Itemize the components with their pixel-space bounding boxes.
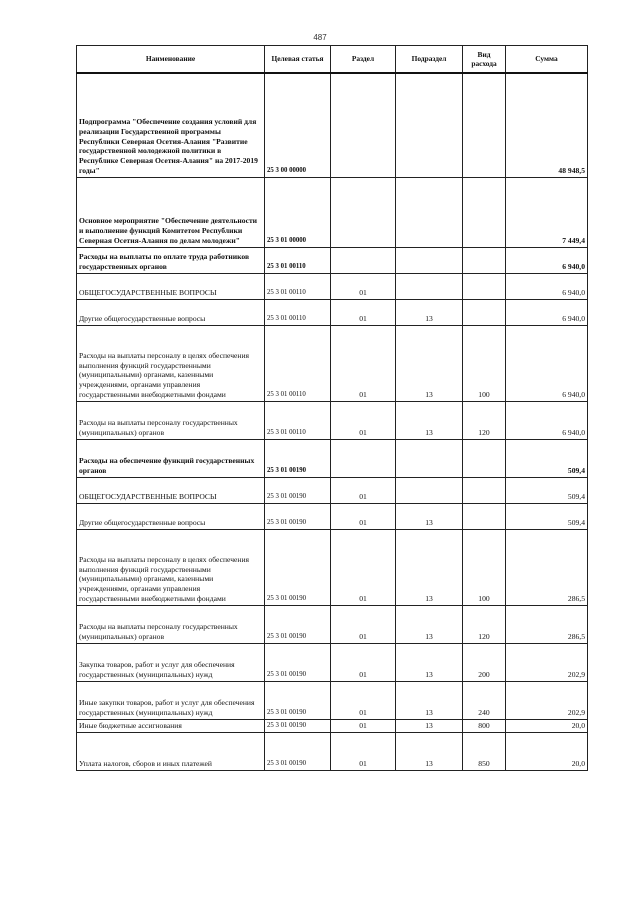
cell-section [331, 73, 396, 177]
cell-amount: 20,0 [506, 719, 588, 732]
table-body [77, 73, 588, 770]
cell-article: 25 3 01 00190 [265, 605, 331, 643]
cell-type: 240 [463, 681, 506, 719]
cell-article: 25 3 01 00110 [265, 325, 331, 401]
cell-subsection: 13 [396, 503, 463, 529]
cell-section: 01 [331, 732, 396, 770]
table-row [77, 605, 588, 643]
cell-amount: 509,4 [506, 503, 588, 529]
cell-article: 25 3 01 00110 [265, 247, 331, 273]
cell-article: 25 3 01 00110 [265, 299, 331, 325]
cell-section: 01 [331, 325, 396, 401]
cell-subsection [396, 477, 463, 503]
cell-subsection: 13 [396, 325, 463, 401]
table-row [77, 681, 588, 719]
cell-name: Расходы на выплаты по оплате труда работников государственных органов [77, 247, 265, 273]
header-article: Целевая статья [265, 46, 331, 74]
header-amount: Сумма [506, 46, 588, 74]
table-row [77, 643, 588, 681]
cell-type [463, 477, 506, 503]
cell-section: 01 [331, 529, 396, 605]
cell-name: Другие общегосударственные вопросы [77, 299, 265, 325]
table-row [77, 73, 588, 177]
cell-subsection: 13 [396, 401, 463, 439]
cell-type [463, 247, 506, 273]
cell-type: 100 [463, 325, 506, 401]
cell-article: 25 3 01 00190 [265, 439, 331, 477]
cell-article: 25 3 01 00190 [265, 477, 331, 503]
cell-name: Расходы на выплаты персоналу государственных (муниципальных) органов [77, 401, 265, 439]
cell-article: 25 3 01 00000 [265, 177, 331, 247]
cell-name: Закупка товаров, работ и услуг для обеспечения государственных (муниципальных) нужд [77, 643, 265, 681]
table-row [77, 325, 588, 401]
cell-type: 850 [463, 732, 506, 770]
cell-amount: 6 940,0 [506, 273, 588, 299]
cell-subsection [396, 177, 463, 247]
cell-article: 25 3 01 00190 [265, 719, 331, 732]
cell-section [331, 247, 396, 273]
cell-name: ОБЩЕГОСУДАРСТВЕННЫЕ ВОПРОСЫ [77, 273, 265, 299]
cell-subsection: 13 [396, 732, 463, 770]
cell-amount: 509,4 [506, 439, 588, 477]
cell-type [463, 177, 506, 247]
cell-name: Иные бюджетные ассигнования [77, 719, 265, 732]
cell-article: 25 3 01 00190 [265, 643, 331, 681]
table-row [77, 299, 588, 325]
table-row [77, 247, 588, 273]
cell-name: Расходы на выплаты персоналу в целях обеспечения выполнения функций государственными (муниципальными) органами, казенными учреждениями, органами управления государственными внебюджетными фондами [77, 529, 265, 605]
header-type: Вид расхода [463, 46, 506, 74]
cell-name: Основное мероприятие "Обеспечение деятельности и выполнение функций Комитетом Республики Северная Осетия-Алания по делам молодежи" [77, 177, 265, 247]
cell-amount: 6 940,0 [506, 299, 588, 325]
cell-amount: 6 940,0 [506, 401, 588, 439]
cell-amount: 509,4 [506, 477, 588, 503]
cell-type: 800 [463, 719, 506, 732]
cell-amount: 20,0 [506, 732, 588, 770]
table-row [77, 401, 588, 439]
cell-type: 120 [463, 605, 506, 643]
cell-section: 01 [331, 719, 396, 732]
cell-amount: 202,9 [506, 681, 588, 719]
cell-type [463, 73, 506, 177]
cell-subsection [396, 439, 463, 477]
cell-article: 25 3 01 00190 [265, 681, 331, 719]
table-row [77, 719, 588, 732]
cell-subsection [396, 273, 463, 299]
header-name: Наименование [77, 46, 265, 74]
cell-name: Другие общегосударственные вопросы [77, 503, 265, 529]
cell-type: 200 [463, 643, 506, 681]
table-row [77, 177, 588, 247]
cell-amount: 6 940,0 [506, 247, 588, 273]
cell-name: Расходы на выплаты персоналу государственных (муниципальных) органов [77, 605, 265, 643]
cell-section [331, 177, 396, 247]
cell-article: 25 3 00 00000 [265, 73, 331, 177]
cell-section: 01 [331, 605, 396, 643]
cell-section: 01 [331, 643, 396, 681]
cell-section: 01 [331, 503, 396, 529]
cell-name: ОБЩЕГОСУДАРСТВЕННЫЕ ВОПРОСЫ [77, 477, 265, 503]
table-row [77, 503, 588, 529]
cell-amount: 202,9 [506, 643, 588, 681]
cell-type [463, 299, 506, 325]
cell-amount: 286,5 [506, 605, 588, 643]
cell-subsection: 13 [396, 719, 463, 732]
cell-section: 01 [331, 681, 396, 719]
cell-name: Иные закупки товаров, работ и услуг для обеспечения государственных (муниципальных) нужд [77, 681, 265, 719]
cell-name: Расходы на обеспечение функций государственных органов [77, 439, 265, 477]
header-section: Раздел [331, 46, 396, 74]
table-row [77, 439, 588, 477]
cell-name: Расходы на выплаты персоналу в целях обеспечения выполнения функций государственными (муниципальными) органами, казенными учреждениями, органами управления государственными внебюджетными фондами [77, 325, 265, 401]
cell-type [463, 439, 506, 477]
cell-name: Подпрограмма "Обеспечение создания условий для реализации Государственной программы Республики Северная Осетия-Алания "Развитие государственной молодежной политики в Республике Северная Осетия-Алания" на 2017-2019 годы" [77, 73, 265, 177]
cell-section: 01 [331, 477, 396, 503]
cell-name: Уплата налогов, сборов и иных платежей [77, 732, 265, 770]
cell-article: 25 3 01 00190 [265, 503, 331, 529]
cell-section: 01 [331, 401, 396, 439]
header-subsection: Подраздел [396, 46, 463, 74]
cell-amount: 48 948,5 [506, 73, 588, 177]
cell-subsection [396, 247, 463, 273]
cell-section: 01 [331, 273, 396, 299]
cell-section: 01 [331, 299, 396, 325]
cell-type: 120 [463, 401, 506, 439]
cell-article: 25 3 01 00190 [265, 732, 331, 770]
cell-article: 25 3 01 00110 [265, 401, 331, 439]
cell-type: 100 [463, 529, 506, 605]
cell-type [463, 273, 506, 299]
cell-article: 25 3 01 00110 [265, 273, 331, 299]
page-number: 487 [313, 33, 327, 42]
table-row [77, 273, 588, 299]
cell-section [331, 439, 396, 477]
cell-amount: 6 940,0 [506, 325, 588, 401]
budget-table [76, 45, 588, 771]
cell-subsection: 13 [396, 605, 463, 643]
table-row [77, 529, 588, 605]
cell-subsection: 13 [396, 299, 463, 325]
cell-article: 25 3 01 00190 [265, 529, 331, 605]
cell-type [463, 503, 506, 529]
cell-amount: 7 449,4 [506, 177, 588, 247]
table-header-row [77, 46, 588, 74]
table-row [77, 732, 588, 770]
cell-subsection: 13 [396, 529, 463, 605]
cell-subsection: 13 [396, 643, 463, 681]
table-row [77, 477, 588, 503]
cell-subsection [396, 73, 463, 177]
cell-amount: 286,5 [506, 529, 588, 605]
cell-subsection: 13 [396, 681, 463, 719]
